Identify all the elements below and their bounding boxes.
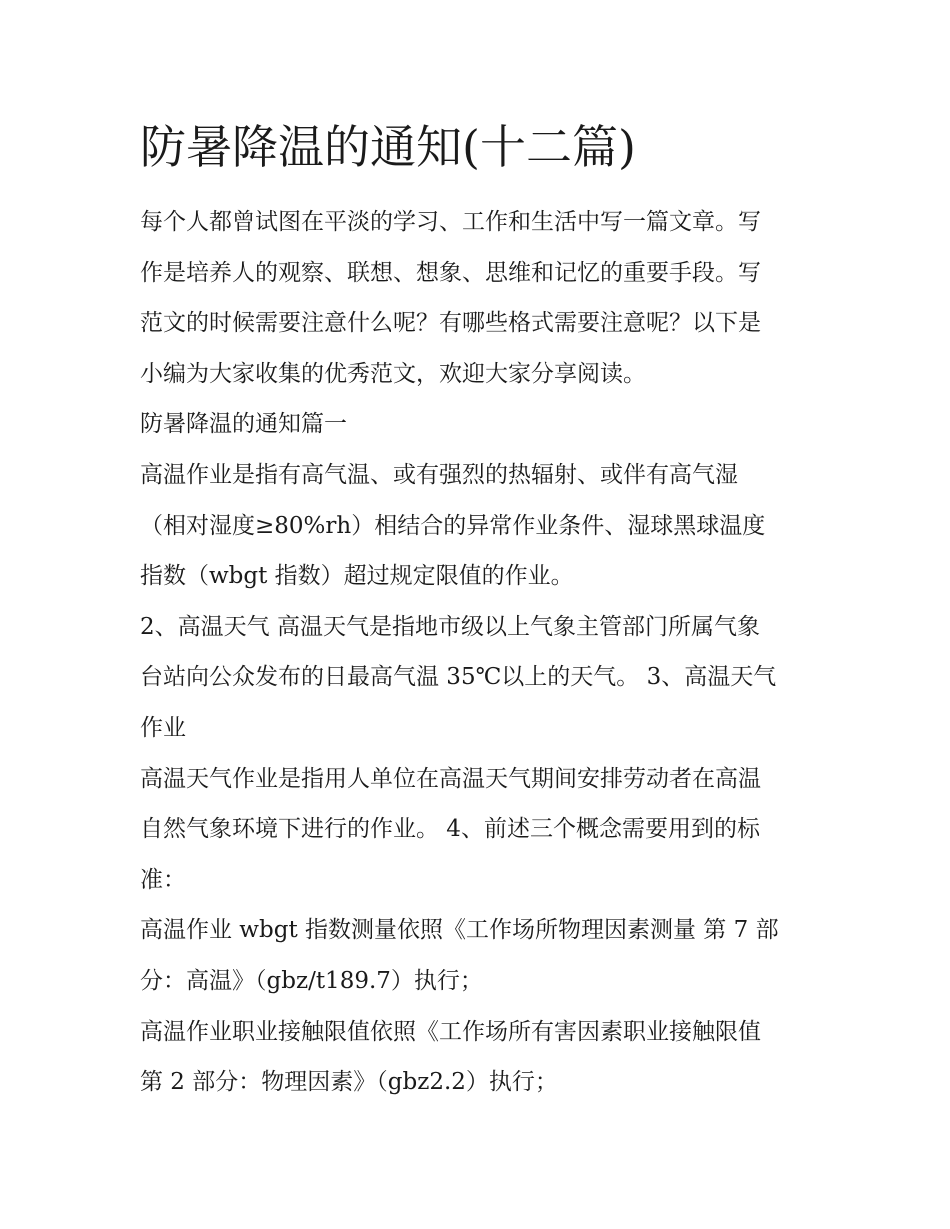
text-line: 指数（wbgt 指数）超过规定限值的作业。 (140, 563, 574, 590)
definition-paragraph (140, 450, 812, 602)
standard-paragraph-1 (140, 905, 812, 1006)
text-line: 第 2 部分：物理因素》（gbz2.2）执行； (140, 1069, 558, 1096)
weather-work-paragraph (140, 754, 812, 906)
text-line: 高温作业是指有高气温、或有强烈的热辐射、或伴有高气湿 (140, 461, 738, 488)
text-line: 台站向公众发布的日最高气温 35℃以上的天气。 3、高温天气 (140, 664, 777, 691)
text-line: 作是培养人的观察、联想、想象、思维和记忆的重要手段。写 (140, 259, 761, 286)
document-body (140, 197, 812, 1108)
text-line: 每个人都曾试图在平淡的学习、工作和生活中写一篇文章。写 (140, 209, 761, 235)
text-line: 准： (140, 866, 186, 893)
weather-paragraph (140, 602, 812, 754)
text-line: 分：高温》（gbz/t189.7）执行； (140, 967, 483, 994)
text-line: 小编为大家收集的优秀范文，欢迎大家分享阅读。 (140, 360, 646, 387)
text-line: 范文的时候需要注意什么呢？有哪些格式需要注意呢？以下是 (140, 310, 761, 337)
text-line: 高温作业职业接触限值依照《工作场所有害因素职业接触限值 (140, 1018, 761, 1045)
text-line: 作业 (140, 714, 186, 741)
text-line: 2、高温天气 高温天气是指地市级以上气象主管部门所属气象 (140, 613, 760, 640)
text-line: 自然气象环境下进行的作业。 4、前述三个概念需要用到的标 (140, 816, 760, 843)
text-line: 防暑降温的通知篇一 (140, 411, 347, 438)
intro-paragraph (140, 197, 812, 399)
text-line: （相对湿度≥80%rh）相结合的异常作业条件、湿球黑球温度 (140, 512, 766, 539)
text-line: 高温天气作业是指用人单位在高温天气期间安排劳动者在高温 (140, 765, 761, 792)
standard-paragraph-2 (140, 1007, 812, 1108)
text-line: 高温作业 wbgt 指数测量依照《工作场所物理因素测量 第 7 部 (140, 917, 779, 944)
document-title: 防暑降温的通知(十二篇) (140, 120, 636, 174)
section-heading (140, 399, 812, 450)
